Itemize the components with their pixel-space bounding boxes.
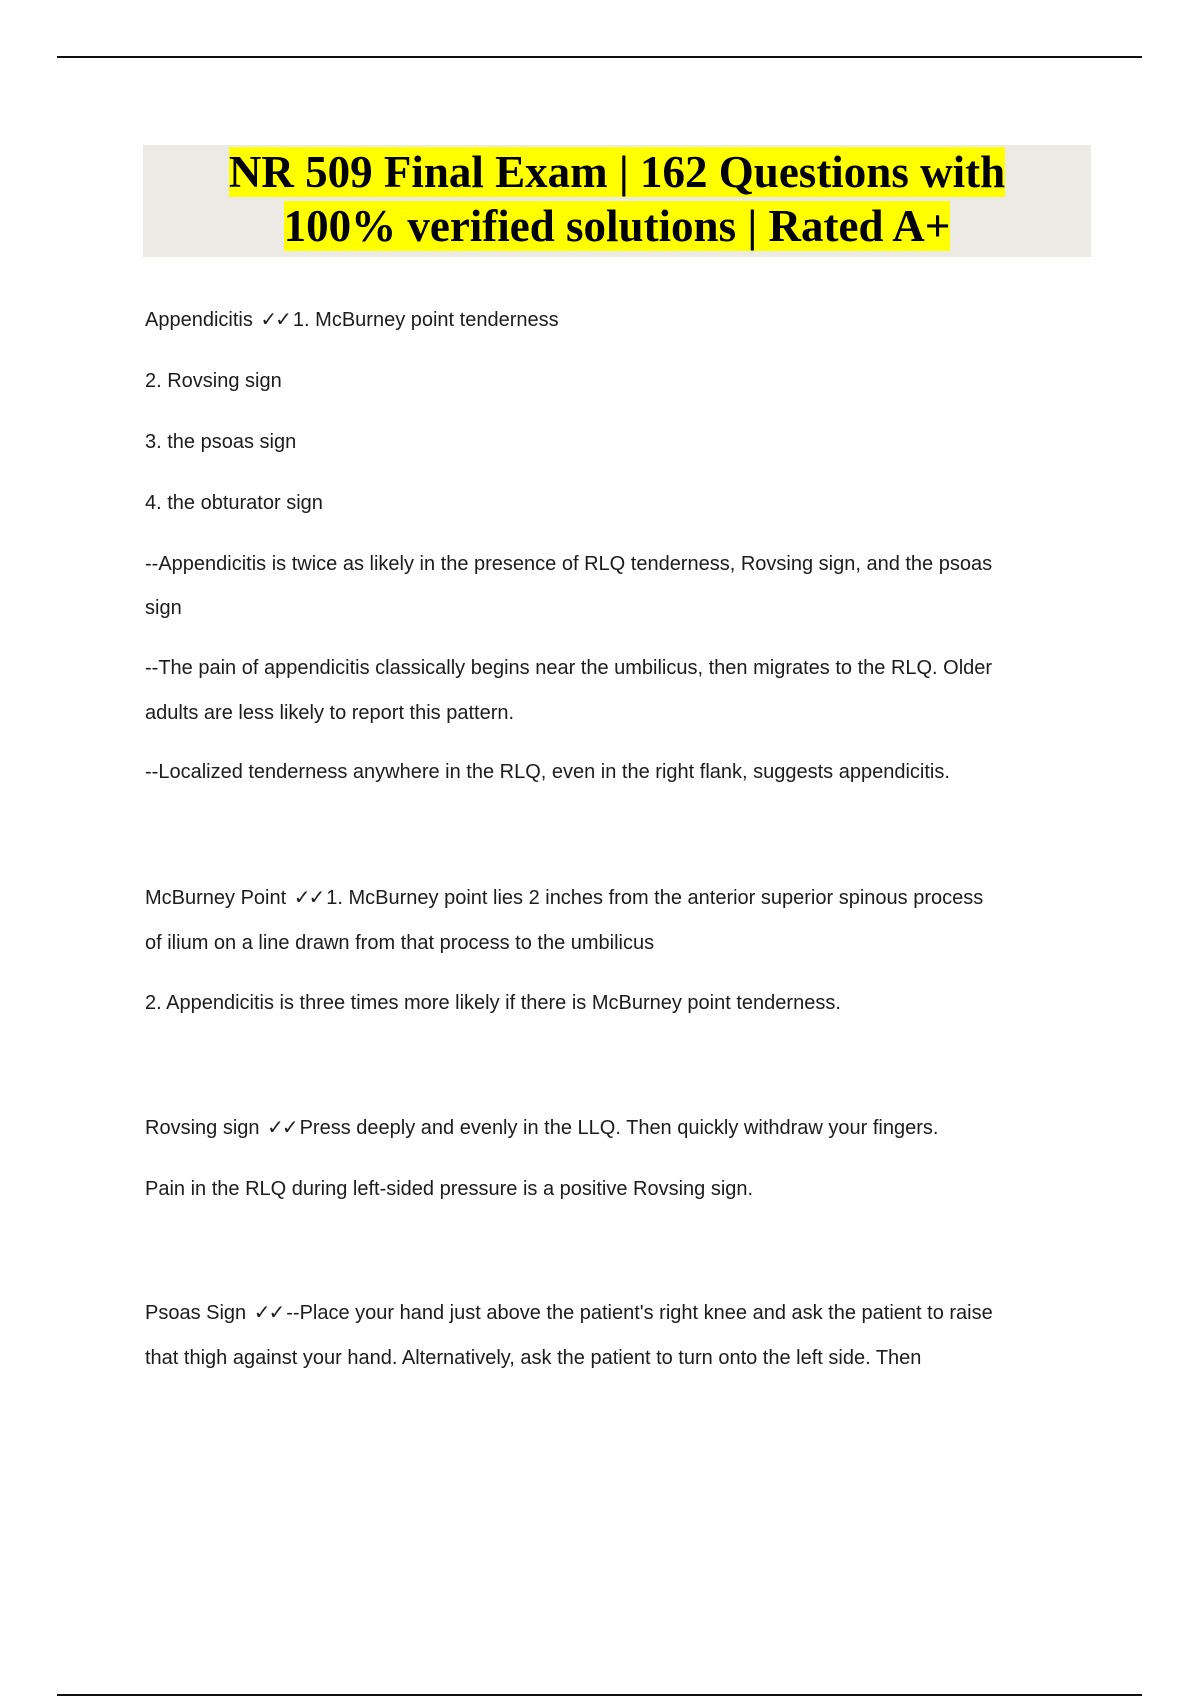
top-rule bbox=[57, 56, 1142, 58]
entry-term: Rovsing sign bbox=[145, 1117, 260, 1139]
title-line-1: NR 509 Final Exam | 162 Questions with bbox=[228, 147, 1006, 197]
entry-term: McBurney Point bbox=[145, 887, 287, 909]
note-line: sign bbox=[145, 597, 182, 619]
document-title bbox=[143, 145, 1091, 257]
note-line: adults are less likely to report this pattern. bbox=[145, 702, 515, 724]
list-item: 2. Rovsing sign bbox=[145, 370, 282, 392]
entry-answer: Press deeply and evenly in the LLQ. Then quickly withdraw your fingers. bbox=[299, 1117, 939, 1139]
entry-appendicitis-heading bbox=[145, 297, 1085, 343]
note-line: --Localized tenderness anywhere in the RLQ, even in the right flank, suggests appendicitis. bbox=[145, 761, 950, 783]
double-check-icon: ✓✓ bbox=[253, 1300, 284, 1324]
note-line: --The pain of appendicitis classically begins near the umbilicus, then migrates to the RLQ. Older bbox=[145, 657, 993, 679]
entry-answer: --Place your hand just above the patient's right knee and ask the patient to raise bbox=[286, 1302, 993, 1324]
note-line: of ilium on a line drawn from that process to the umbilicus bbox=[145, 932, 655, 954]
title-line-2: 100% verified solutions | Rated A+ bbox=[283, 201, 951, 251]
entry-answer: 1. McBurney point lies 2 inches from the anterior superior spinous process bbox=[326, 887, 984, 909]
list-item: 4. the obturator sign bbox=[145, 492, 323, 514]
note-line: Pain in the RLQ during left-sided pressure is a positive Rovsing sign. bbox=[145, 1178, 754, 1200]
note-line: that thigh against your hand. Alternatively, ask the patient to turn onto the left side. Then bbox=[145, 1347, 922, 1369]
entry-mcburney-heading bbox=[145, 875, 1085, 921]
double-check-icon: ✓✓ bbox=[293, 885, 324, 909]
list-item: 2. Appendicitis is three times more likely if there is McBurney point tenderness. bbox=[145, 992, 841, 1014]
bottom-rule bbox=[57, 1694, 1142, 1696]
entry-answer: 1. McBurney point tenderness bbox=[292, 309, 559, 331]
double-check-icon: ✓✓ bbox=[260, 307, 290, 331]
list-item: 3. the psoas sign bbox=[145, 431, 297, 453]
note-line: --Appendicitis is twice as likely in the presence of RLQ tenderness, Rovsing sign, and the psoas bbox=[145, 553, 993, 575]
entry-rovsing-heading bbox=[145, 1105, 1085, 1151]
entry-term: Psoas Sign bbox=[145, 1302, 247, 1324]
entry-term: Appendicitis bbox=[145, 309, 253, 331]
double-check-icon: ✓✓ bbox=[267, 1115, 297, 1139]
entry-psoas-heading bbox=[145, 1290, 1085, 1336]
